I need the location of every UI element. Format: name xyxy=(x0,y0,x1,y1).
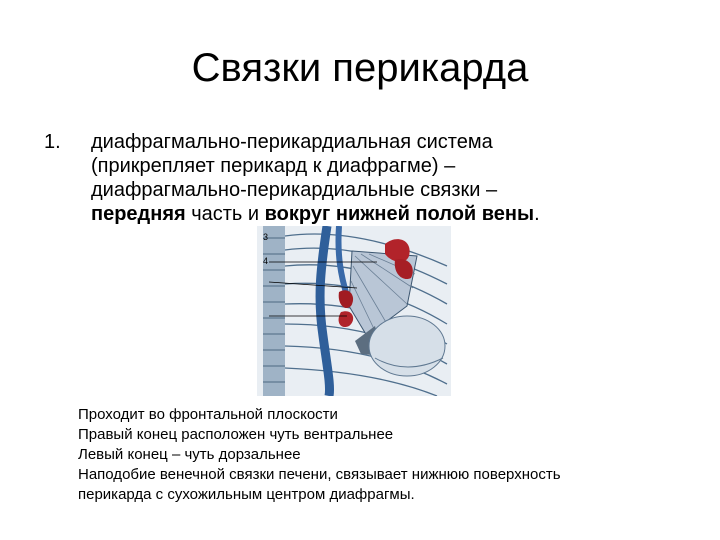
list-item-line xyxy=(91,202,681,226)
emphasis-anterior: передняя xyxy=(91,203,186,225)
slide-title: Связки перикарда xyxy=(191,46,529,90)
note-line: перикарда с сухожильным центром диафрагмы. xyxy=(78,486,415,503)
period: . xyxy=(534,203,540,225)
note-line: Проходит во фронтальной плоскости xyxy=(78,406,338,423)
note-line: Наподобие венечной связки печени, связывает нижнюю поверхность xyxy=(78,466,561,483)
list-item-number: 1. xyxy=(44,131,61,153)
emphasis-ivc: вокруг нижней полой вены xyxy=(264,203,535,225)
list-item-text xyxy=(91,130,681,226)
plain-text: часть и xyxy=(185,203,265,225)
list-item-line: (прикрепляет перикард к диафрагме) – xyxy=(91,155,456,177)
figure-label-4: 4 xyxy=(263,256,269,266)
notes-block xyxy=(78,405,698,505)
anatomy-illustration xyxy=(257,226,451,396)
list-item-line: диафрагмально-перикардиальная система xyxy=(91,131,493,153)
figure-label-3: 3 xyxy=(263,232,269,242)
note-line: Правый конец расположен чуть вентральнее xyxy=(78,426,394,443)
anatomy-drawing xyxy=(257,226,451,396)
list-item-line: диафрагмально-перикардиальные связки – xyxy=(91,179,498,201)
note-line: Левый конец – чуть дорзальнее xyxy=(78,446,301,463)
